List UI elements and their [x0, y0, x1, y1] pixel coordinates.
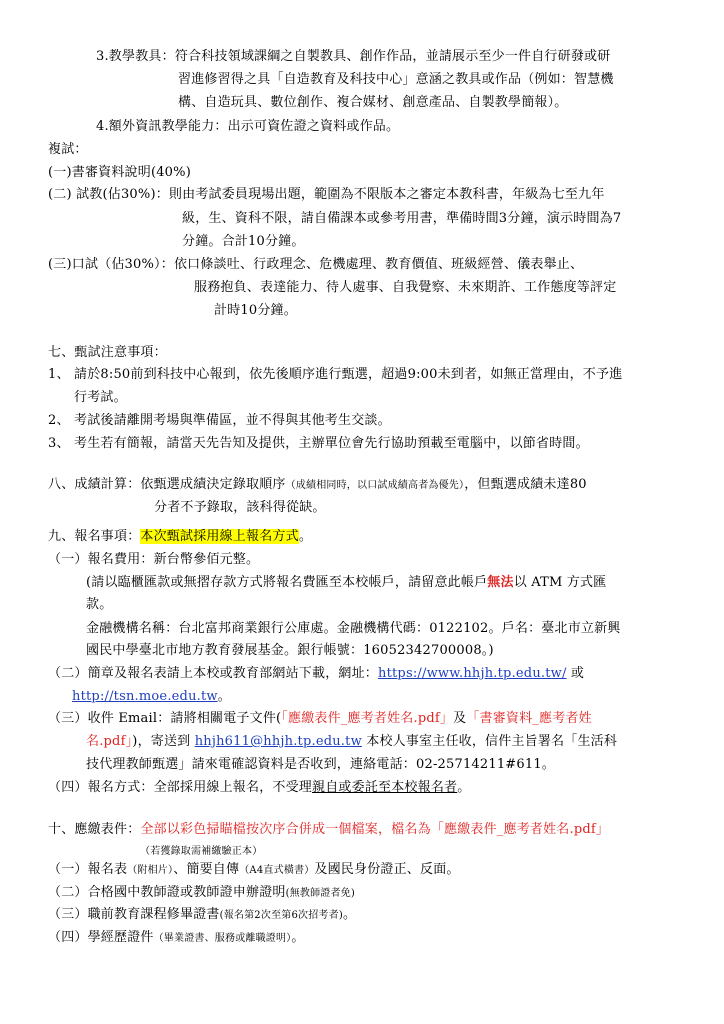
sec9-bank-line2: 國民中學臺北市地方教育發展基金。銀行帳號：16052342700008。) — [86, 643, 494, 658]
fee-note-a: (請以臨櫃匯款或無摺存款方式將報名費匯至本校帳戶，請留意此帳戶 — [86, 575, 488, 590]
sec10-note: （若獲錄取需補繳驗正本） — [140, 846, 263, 857]
email-link[interactable]: hhjh611@hhjh.tp.edu.tw — [194, 734, 362, 749]
sec9-fee-note-line1 — [86, 574, 606, 592]
way-text-a: （四）報名方式：全部採用線上報名，不受理 — [48, 780, 313, 795]
download-text: （二）簡章及報名表請上本校或教育部網站下載，網址： — [48, 666, 379, 681]
sec9-download-line1 — [48, 665, 584, 683]
sec8-text-b: ，但甄選成績未達80 — [464, 477, 587, 492]
sec8-line1 — [48, 476, 587, 495]
fee-note-warning: 無法 — [487, 575, 514, 590]
sec9-fee: （一）報名費用：新台幣參佰元整。 — [48, 552, 260, 567]
retest-a: (一)書審資料說明(40%) — [48, 165, 191, 180]
mail-filename-2: 「書審資料_應考者姓 — [466, 711, 592, 726]
retest-title: 複試： — [48, 142, 88, 157]
sec10-i4-a: （四）學經歷證件 — [48, 930, 154, 945]
sec10-i3-a: （三）職前教育課程修畢證書 — [48, 907, 220, 922]
retest-c-text: 依口條談吐、行政理念、危機處理、教育價值、班級經營、儀表舉止、 — [173, 257, 584, 272]
download-end: 。 — [217, 689, 231, 704]
school-website-link[interactable]: https://www.hhjh.tp.edu.tw/ — [378, 666, 567, 681]
sec10-item1 — [48, 861, 460, 880]
sec9-download-line2 — [72, 688, 231, 706]
sec8-text-a: 八、成績計算：依甄選成績決定錄取順序 — [48, 477, 286, 492]
sec10-i1-b: 、簡要自傳 — [173, 862, 240, 877]
retest-c-line1 — [48, 256, 583, 274]
sec9-mail-line1 — [48, 710, 592, 728]
retest-b-line1 — [48, 186, 605, 204]
sec10-i1-a: （一）報名表 — [48, 862, 128, 877]
mail-text-c: 本校人事室主任收，信件主旨署名「生活科 — [361, 734, 618, 749]
retest-b-label: (二) 試教(佔30%)： — [48, 187, 169, 202]
sec10-i1-small2: （A4直式橫書） — [239, 865, 315, 876]
retest-c-line3: 計時10分鐘。 — [214, 303, 297, 318]
sec10-i2-small: (無教師證者免) — [285, 888, 356, 899]
download-or: 或 — [566, 666, 585, 681]
sec10-title — [48, 821, 609, 839]
retest-b-line3: 分鐘。合計10分鐘。 — [182, 234, 305, 249]
sec7-title: 七、甄試注意事項： — [48, 345, 167, 360]
retest-c-label: (三)口試（佔30%）： — [48, 257, 174, 272]
retest-c-line2: 服務抱負、表達能力、待人處事、自我覺察、未來期許、工作態度等評定 — [194, 280, 617, 295]
sec7-item1-line2: 行考試。 — [74, 390, 127, 405]
sec7-item3: 3、 考生若有簡報，請當天先告知及提供，主辦單位會先行協助預載至電腦中，以節省時間。 — [48, 436, 589, 451]
item3-text: 符合科技領域課綱之自製教具、創作作品，並請展示至少一件自行研發或研 — [174, 49, 611, 64]
sec9-highlight: 本次甄試採用線上報名方式 — [140, 529, 299, 544]
item3-line2: 習進修習得之具「自造教育及科技中心」意涵之教具或作品（例如：智慧機 — [178, 72, 614, 87]
retest-b-text: 則由考試委員現場出題，範圍為不限版本之審定本教科書，年級為七至九年 — [168, 187, 605, 202]
sec10-i4-end: 。 — [291, 930, 305, 945]
sec9-mail-line2 — [86, 733, 617, 751]
item3-line3: 構、自造玩具、數位創作、複合媒材、創意產品、自製教學簡報）。 — [178, 95, 568, 110]
item4: 4.額外資訊教學能力：出示可資佐證之資料或作品。 — [96, 119, 400, 134]
sec7-item2: 2、 考試後請離開考場與準備區，並不得與其他考生交談。 — [48, 413, 391, 428]
item3-label: 3.教學教具： — [96, 49, 175, 64]
sec10-i3-end: 。 — [342, 907, 357, 922]
sec10-item3 — [48, 906, 356, 925]
sec9-title-text: 九、報名事項： — [48, 529, 141, 544]
sec10-i1-c: 及國民身份證正、反面。 — [314, 862, 460, 877]
sec10-i1-small1: （附相片） — [127, 865, 174, 876]
sec10-item4 — [48, 929, 305, 948]
sec9-way — [48, 779, 470, 797]
retest-b-line2: 級，生、資科不限，請自備課本或參考用書，準備時間3分鐘，演示時間為7 — [182, 211, 622, 226]
moe-website-link[interactable]: http://tsn.moe.edu.tw — [72, 689, 218, 704]
sec9-bank-line1: 金融機構名稱：台北富邦商業銀行公庫處。金融機構代碼：0122102。戶名：臺北市立新興 — [86, 621, 621, 636]
mail-filename-1: 「應繳表件_應考者姓名.pdf」 — [281, 711, 454, 726]
way-end: 。 — [457, 780, 471, 795]
mail-filename-2-end: 名.pdf」 — [86, 734, 133, 749]
sec10-i4-small: （畢業證書、服務或離職證明） — [153, 933, 292, 944]
mail-text-a: （三）收件 Email：請將相關電子文件( — [48, 711, 282, 726]
mail-text-b: )，寄送到 — [132, 734, 195, 749]
sec8-small-note: （成績相同時，以口試成績高者為優先） — [285, 480, 465, 491]
sec7-item1-line1: 1、 請於8:50前到科技中心報到，依先後順序進行甄選，超過9:00未到者，如無正當理由，不予進 — [48, 367, 623, 382]
sec10-i2-a: （二）合格國中教師證或教師證申辦證明 — [48, 885, 286, 900]
sec8-line2: 分者不予錄取，該科得從缺。 — [154, 500, 326, 515]
sec10-i3-small: (報名第2次至第6次招考者) — [219, 910, 343, 921]
sec9-mail-line3: 技代理教師甄選」請來電確認資料是否收到，連絡電話：02-25714211#611。 — [86, 757, 556, 772]
sec9-title-end: 。 — [298, 529, 313, 544]
sec10-title-text: 十、應繳表件： — [48, 822, 141, 837]
sec10-item2 — [48, 884, 355, 903]
mail-and: 及 — [453, 711, 467, 726]
sec9-title — [48, 528, 312, 546]
way-underlined: 親自或委託至本校報名者 — [312, 780, 458, 795]
sec9-fee-note-line2: 款。 — [86, 597, 113, 612]
fee-note-b: 以 ATM 方式匯 — [513, 575, 607, 590]
sec10-title-red: 全部以彩色掃瞄檔按次序合併成一個檔案，檔名為「應繳表件_應考者姓名.pdf」 — [140, 822, 610, 837]
item3-line1 — [96, 48, 610, 66]
